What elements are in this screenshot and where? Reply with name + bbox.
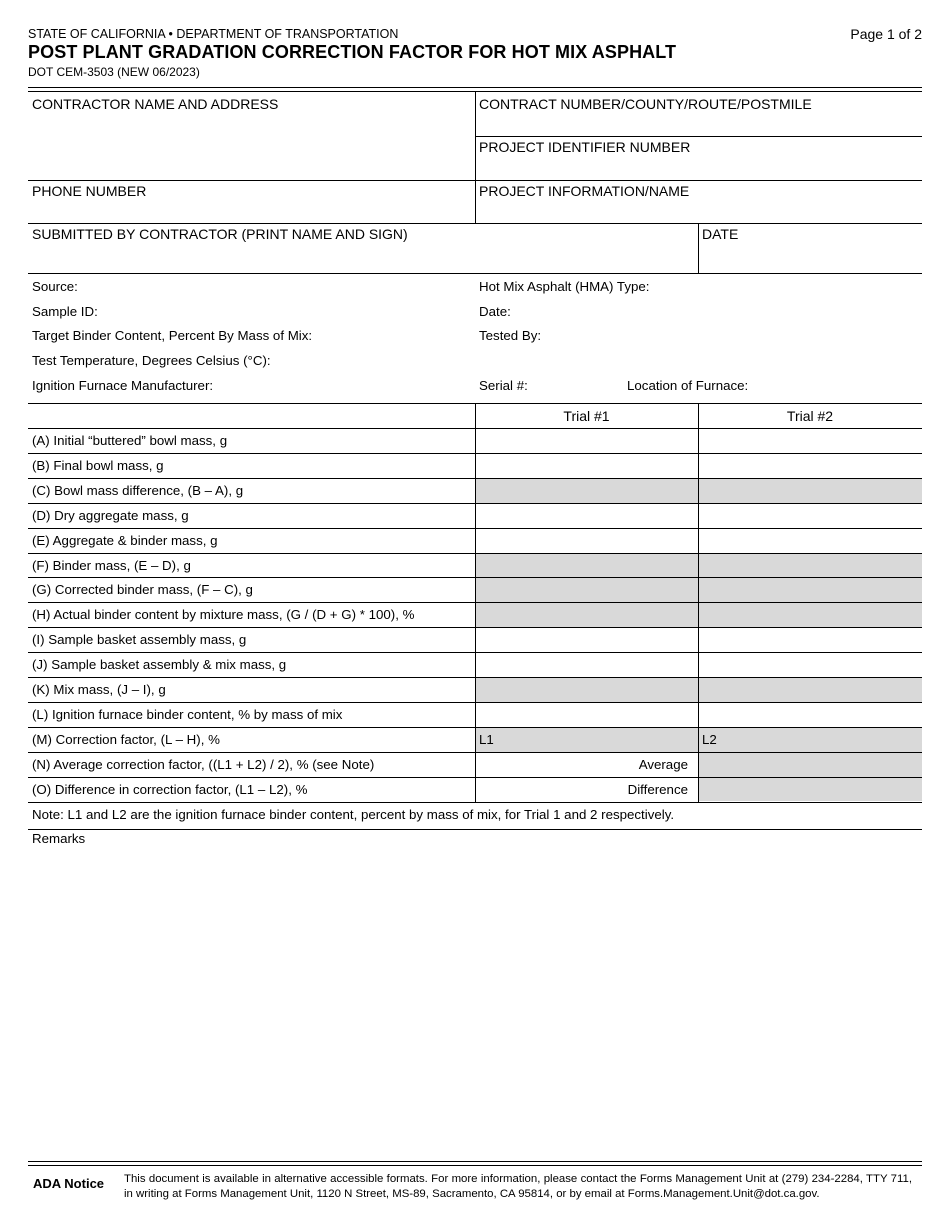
furnace-manufacturer-label: Ignition Furnace Manufacturer:	[32, 378, 214, 393]
ada-notice-text: This document is available in alternative accessible formats. For more information, please contact the Forms Management Unit at (279) 234-2284, TTY 711, in writing at Forms Management Unit, 1120 N Street, MS-89, Sacramento, CA 95814, or by email at Forms.Management.Unit@dot.ca.gov.	[124, 1173, 912, 1200]
trial-1-input[interactable]	[476, 454, 698, 478]
project-information-field[interactable]	[476, 199, 922, 222]
divider	[28, 829, 922, 830]
trial-2-input[interactable]	[699, 429, 922, 453]
footer-rule-2	[28, 1165, 922, 1166]
calculated-cell	[699, 728, 922, 752]
target-binder-field[interactable]	[330, 326, 468, 346]
remarks-label: Remarks	[32, 831, 86, 846]
table-row-label: (G) Corrected binder mass, (F – C), g	[32, 582, 253, 598]
trial-1-input[interactable]	[476, 653, 698, 677]
tested-by-field[interactable]	[548, 326, 920, 346]
trial-2-input[interactable]	[699, 454, 922, 478]
table-row-rule	[28, 802, 922, 803]
trial-1-input[interactable]	[476, 429, 698, 453]
footer-rule	[28, 1161, 922, 1162]
calculated-cell	[699, 678, 922, 702]
divider	[28, 223, 922, 224]
contractor-name-field[interactable]	[29, 112, 474, 179]
trial-2-input[interactable]	[699, 653, 922, 677]
table-row-label: (H) Actual binder content by mixture mass, (G / (D + G) * 100), %	[32, 607, 415, 623]
table-row-label: (L) Ignition furnace binder content, % by mass of mix	[32, 706, 343, 722]
furnace-location-field[interactable]	[758, 376, 920, 396]
table-row-label: (I) Sample basket assembly mass, g	[32, 632, 247, 648]
calculated-cell	[476, 578, 698, 602]
project-identifier-field[interactable]	[476, 155, 922, 179]
table-row-label: (O) Difference in correction factor, (L1 – L2), %	[32, 781, 308, 797]
target-binder-label: Target Binder Content, Percent By Mass of Mix:	[32, 328, 313, 343]
furnace-manufacturer-field[interactable]	[225, 376, 468, 396]
calculated-cell	[699, 479, 922, 503]
serial-field[interactable]	[533, 376, 623, 396]
l2-label: L2	[702, 731, 717, 747]
table-column-rule	[475, 403, 476, 802]
trial-2-input[interactable]	[699, 703, 922, 727]
ada-notice-title: ADA Notice	[33, 1176, 105, 1191]
trial-1-input[interactable]	[476, 504, 698, 528]
form-number: DOT CEM-3503 (NEW 06/2023)	[28, 65, 200, 79]
source-field[interactable]	[88, 277, 468, 297]
trial-2-header: Trial #2	[786, 408, 834, 424]
table-column-rule	[698, 403, 699, 802]
average-label: Average	[638, 756, 688, 772]
sample-id-field[interactable]	[104, 302, 468, 322]
serial-label: Serial #:	[479, 378, 528, 393]
divider	[28, 273, 922, 274]
contract-number-field[interactable]	[476, 112, 922, 136]
project-information-label: PROJECT INFORMATION/NAME	[479, 183, 690, 199]
calculated-cell	[699, 778, 922, 802]
submitted-by-label: SUBMITTED BY CONTRACTOR (PRINT NAME AND SIGN)	[32, 226, 408, 242]
project-identifier-label: PROJECT IDENTIFIER NUMBER	[479, 139, 691, 155]
phone-number-label: PHONE NUMBER	[32, 183, 147, 199]
test-temperature-label: Test Temperature, Degrees Celsius (°C):	[32, 353, 271, 368]
trial-1-input[interactable]	[476, 529, 698, 553]
sample-date-label: Date:	[479, 304, 511, 319]
furnace-location-label: Location of Furnace:	[627, 378, 749, 393]
hma-type-label: Hot Mix Asphalt (HMA) Type:	[479, 279, 650, 294]
trial-2-input[interactable]	[699, 628, 922, 652]
note-text: Note: L1 and L2 are the ignition furnace binder content, percent by mass of mix, for Trial 1 and 2 respectively.	[32, 807, 675, 822]
table-row-label: (F) Binder mass, (E – D), g	[32, 557, 191, 573]
contract-number-label: CONTRACT NUMBER/COUNTY/ROUTE/POSTMILE	[479, 96, 812, 112]
trial-1-input[interactable]	[476, 703, 698, 727]
table-row-label: (B) Final bowl mass, g	[32, 457, 164, 473]
phone-number-field[interactable]	[29, 199, 474, 222]
table-row-label: (N) Average correction factor, ((L1 + L2) / 2), % (see Note)	[32, 756, 375, 772]
table-row-label: (A) Initial “buttered” bowl mass, g	[32, 433, 228, 448]
table-row-label: (M) Correction factor, (L – H), %	[32, 731, 220, 747]
trial-1-input[interactable]	[476, 628, 698, 652]
calculated-cell	[699, 753, 922, 777]
date-field[interactable]	[699, 242, 922, 272]
trial-2-input[interactable]	[699, 504, 922, 528]
calculated-cell	[699, 554, 922, 578]
trial-1-header: Trial #1	[563, 408, 610, 424]
calculated-cell	[476, 603, 698, 627]
submitted-by-field[interactable]	[29, 242, 697, 272]
calculated-cell	[476, 678, 698, 702]
hma-type-field[interactable]	[662, 277, 920, 297]
page-number: Page 1 of 2	[850, 26, 922, 42]
l1-label: L1	[479, 731, 494, 747]
table-row-label: (K) Mix mass, (J – I), g	[32, 682, 166, 697]
sample-id-label: Sample ID:	[32, 304, 98, 319]
sample-date-field[interactable]	[515, 302, 920, 322]
agency-name: STATE OF CALIFORNIA • DEPARTMENT OF TRANSPORTATION	[28, 27, 399, 41]
top-rule	[28, 87, 922, 88]
calculated-cell	[699, 603, 922, 627]
source-label: Source:	[32, 279, 78, 294]
table-row-label: (J) Sample basket assembly & mix mass, g	[32, 657, 287, 673]
calculated-cell	[699, 578, 922, 602]
form-title: POST PLANT GRADATION CORRECTION FACTOR FOR HOT MIX ASPHALT	[28, 42, 677, 62]
divider	[475, 136, 922, 137]
table-row-label: (E) Aggregate & binder mass, g	[32, 532, 218, 548]
table-row-label: (D) Dry aggregate mass, g	[32, 507, 189, 523]
test-temperature-field[interactable]	[290, 351, 468, 371]
divider	[28, 180, 922, 181]
difference-label: Difference	[627, 781, 688, 797]
date-label: DATE	[702, 226, 739, 242]
calculated-cell	[476, 479, 698, 503]
tested-by-label: Tested By:	[479, 328, 542, 343]
remarks-field[interactable]	[29, 848, 922, 1158]
calculated-cell	[476, 728, 698, 752]
calculated-cell	[476, 554, 698, 578]
trial-2-input[interactable]	[699, 529, 922, 553]
contractor-name-label: CONTRACTOR NAME AND ADDRESS	[32, 96, 279, 112]
table-row-label: (C) Bowl mass difference, (B – A), g	[32, 482, 244, 498]
